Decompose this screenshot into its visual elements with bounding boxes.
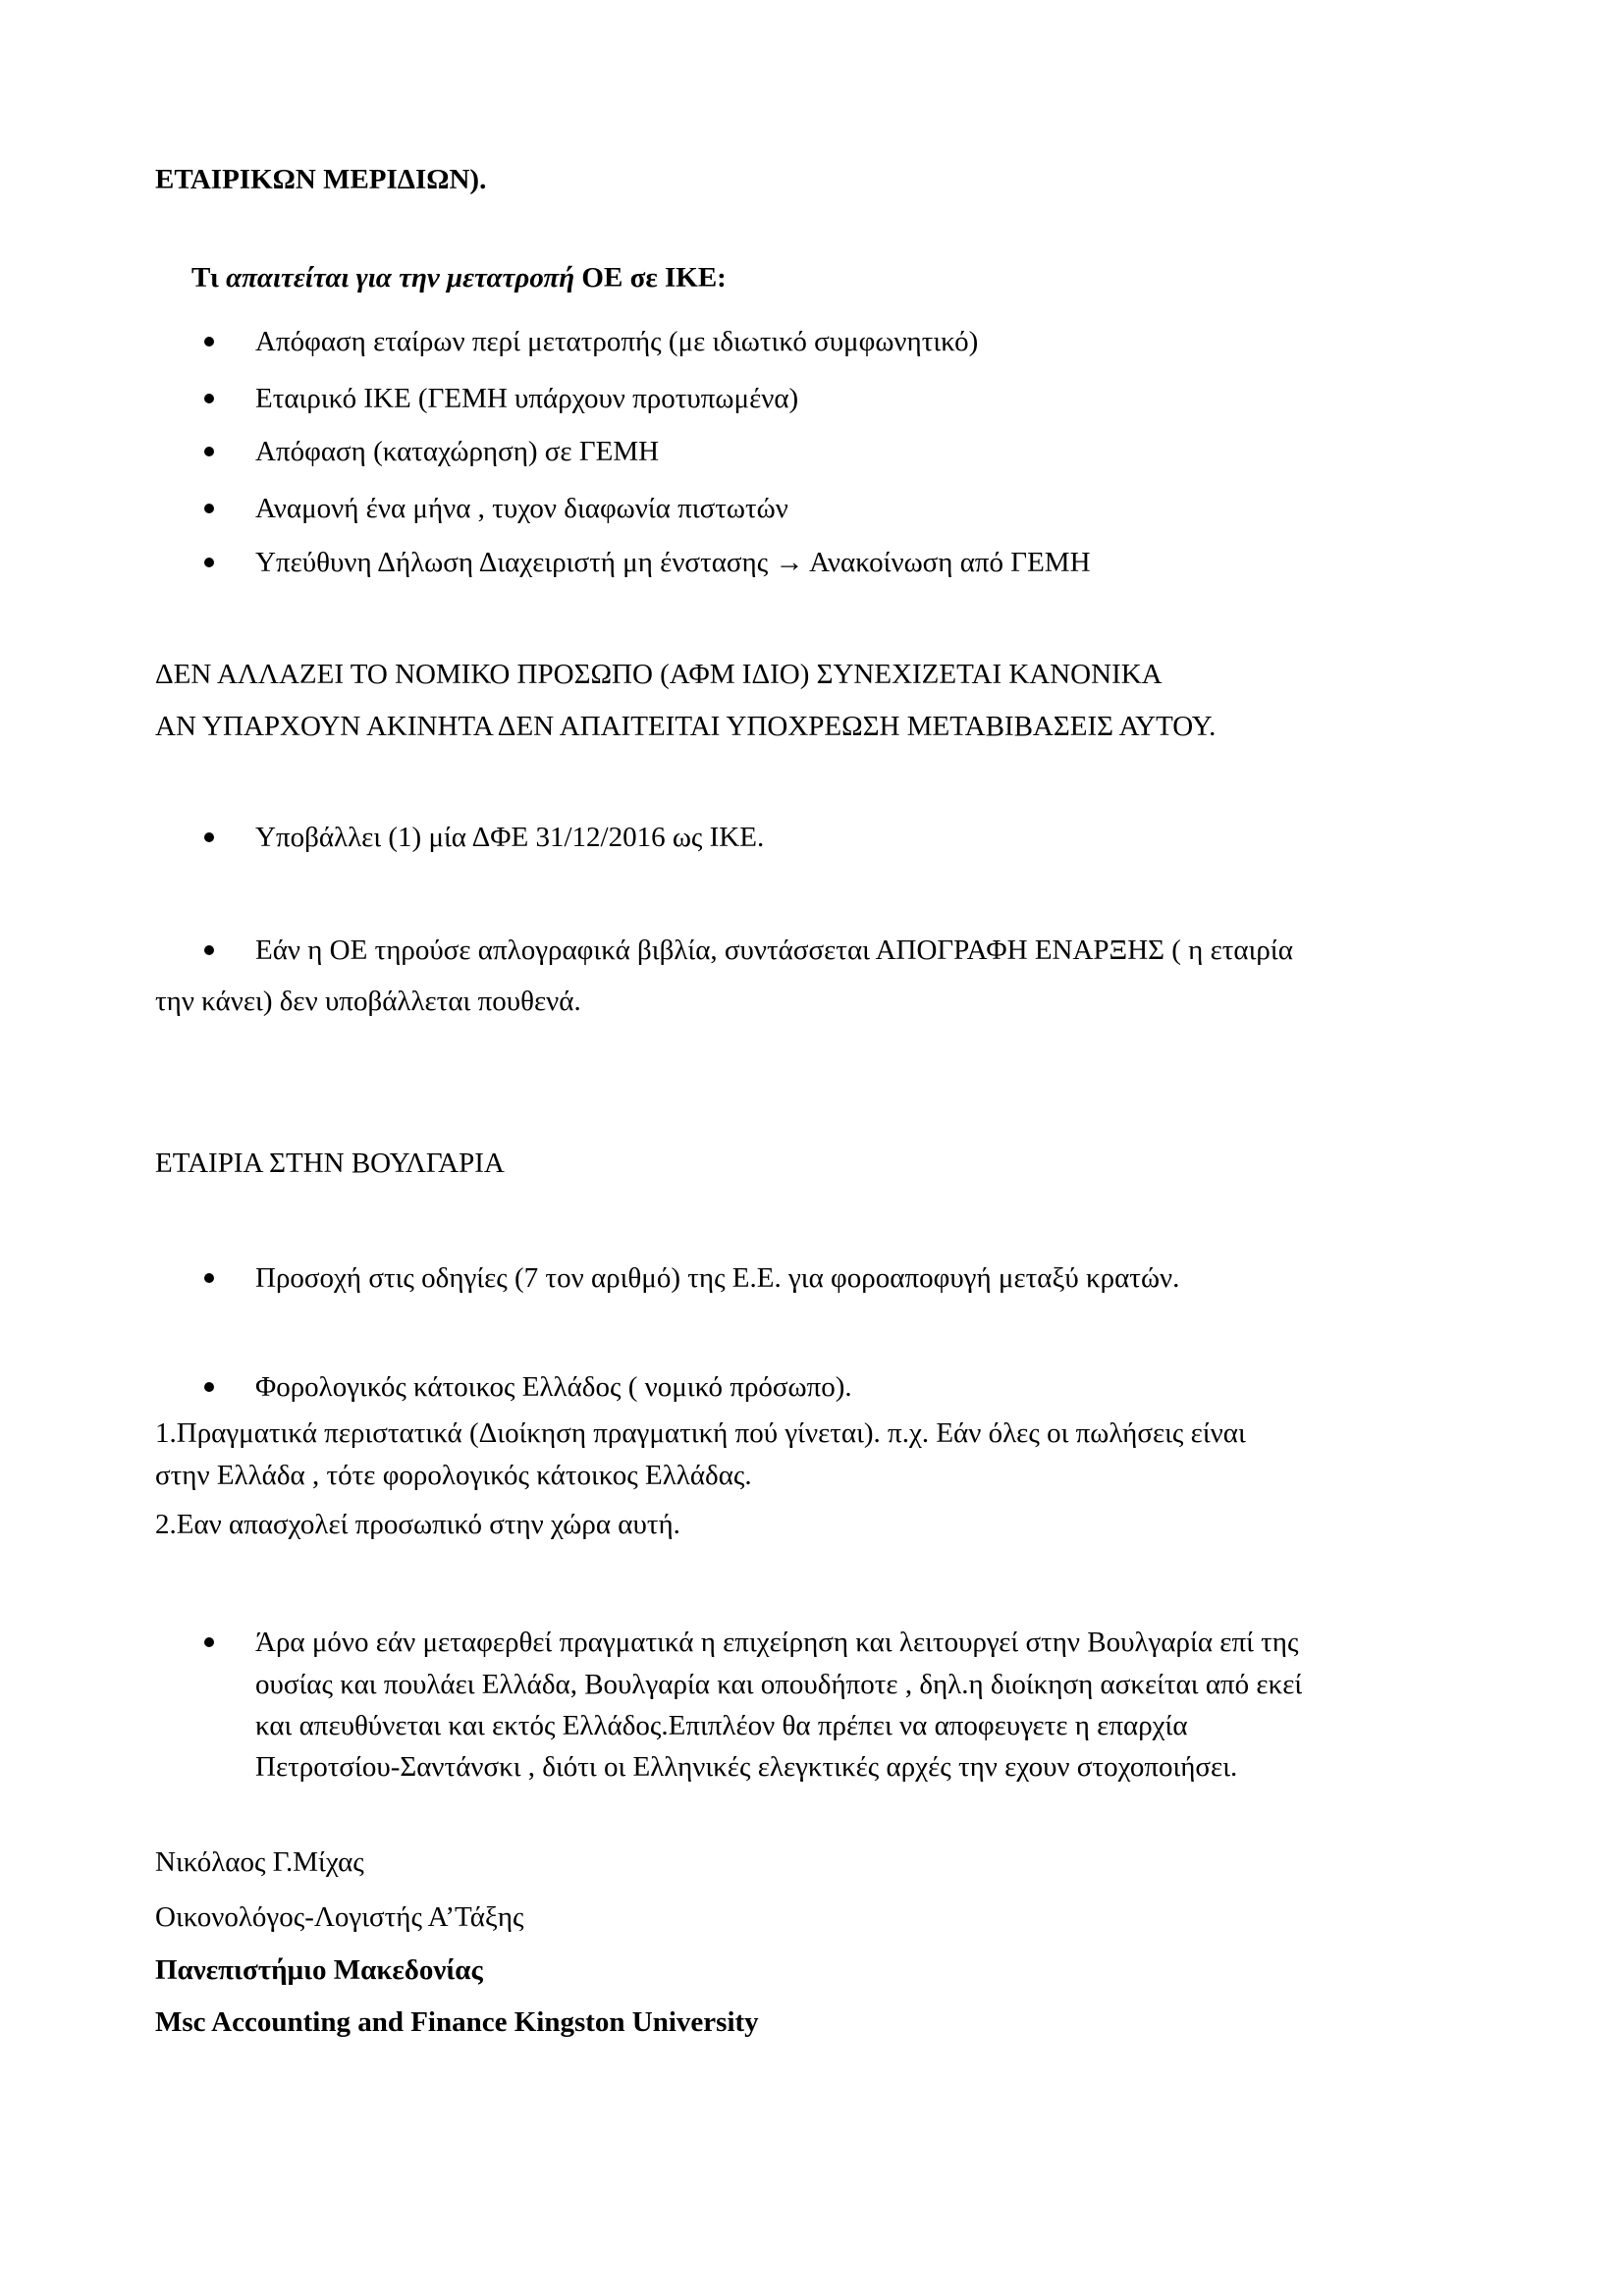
bullet-icon [204,1382,214,1392]
conversion-title-tail: ΟΕ σε ΙΚΕ: [581,262,727,294]
notice-line-1: ΔΕΝ ΑΛΛΑΖΕΙ ΤΟ ΝΟΜΙΚΟ ΠΡΟΣΩΠΟ (ΑΦΜ ΙΔΙΟ) ΣΥΝΕΧΙΖΕΤΑΙ ΚΑΝΟΝΙΚΑ [155,659,1163,690]
bullet-icon [204,1273,214,1283]
list-item-text: Εταιρικό ΙΚΕ (ΓΕΜΗ υπάρχουν προτυπωμένα) [255,383,799,414]
conclusion-line-3: και απευθύνεται και εκτός Ελλάδος.Επιπλέον θα πρέπει να αποφευγετε η επαρχία [255,1710,1188,1741]
signature-university: Πανεπιστήμιο Μακεδονίας [155,1954,483,1986]
bullet-icon [204,945,214,955]
signature-name: Νικόλαος Γ.Μίχας [155,1846,364,1878]
point-2: 2.Εαν απασχολεί προσωπικό στην χώρα αυτή. [155,1509,680,1540]
conclusion-line-1: Άρα μόνο εάν μεταφερθεί πραγματικά η επιχείρηση και λειτουργεί στην Βουλγαρία επί της [255,1627,1299,1658]
bullet-icon [204,337,214,347]
bullet-icon [204,832,214,842]
conclusion-line-4: Πετροτσίου-Σαντάνσκι , διότι οι Ελληνικές ελεγκτικές αρχές την εχουν στοχοποιήσει. [255,1751,1238,1783]
conversion-title-italic: απαιτείται για την μετατροπή [226,262,575,294]
bullet-icon [204,504,214,513]
bulgaria-item-1-text: Προσοχή στις οδηγίες (7 τον αριθμό) της Ε.Ε. για φοροαποφυγή μεταξύ κρατών. [255,1262,1180,1294]
submission-text: Υποβάλλει (1) μία ΔΦΕ 31/12/2016 ως ΙΚΕ. [255,822,765,853]
bullet-icon [204,394,214,403]
signature-title: Οικονολόγος-Λογιστής Α’Τάξης [155,1901,524,1933]
list-item-text: Αναμονή ένα μήνα , τυχον διαφωνία πιστωτών [255,493,788,524]
inventory-text-line-2: την κάνει) δεν υποβάλλεται πουθενά. [155,986,581,1017]
bulgaria-item-2-text: Φορολογικός κάτοικος Ελλάδος ( νομικό πρόσωπο). [255,1371,852,1403]
bullet-icon [204,447,214,456]
bullet-icon [204,558,214,567]
notice-line-2: ΑΝ ΥΠΑΡΧΟΥΝ ΑΚΙΝΗΤΑ ΔΕΝ ΑΠΑΙΤΕΙΤΑΙ ΥΠΟΧΡΕΩΣΗ ΜΕΤΑΒΙΒΑΣΕΙΣ ΑΥΤΟΥ. [155,711,1217,742]
signature-degree: Msc Accounting and Finance Kingston University [155,2006,759,2038]
list-item-text: Υπεύθυνη Δήλωση Διαχειριστή μη ένστασης → Ανακοίνωση από ΓΕΜΗ [255,547,1091,578]
list-item-text: Απόφαση (καταχώρηση) σε ΓΕΜΗ [255,436,660,467]
conclusion-line-2: ουσίας και πουλάει Ελλάδα, Βουλγαρία και οπουδήποτε , δηλ.η διοίκηση ασκείται από εκεί [255,1669,1303,1700]
list-item-text: Απόφαση εταίρων περί μετατροπής (με ιδιωτικό συμφωνητικό) [255,326,979,357]
bullet-icon [204,1637,214,1647]
bulgaria-heading: ΕΤΑΙΡΙΑ ΣΤΗΝ ΒΟΥΛΓΑΡΙΑ [155,1148,505,1179]
point-1-line-1: 1.Πραγματικά περιστατικά (Διοίκηση πραγματική πού γίνεται). π.χ. Εάν όλες οι πωλήσεις είναι [155,1417,1246,1449]
point-1-line-2: στην Ελλάδα , τότε φορολογικός κάτοικος Ελλάδας. [155,1460,752,1491]
inventory-text-line-1: Εάν η ΟΕ τηρούσε απλογραφικά βιβλία, συντάσσεται ΑΠΟΓΡΑΦΗ ΕΝΑΡΞΗΣ ( η εταιρία [255,934,1293,966]
conversion-title [191,261,727,294]
conversion-title-lead: Τι [191,262,219,294]
heading-top: ΕΤΑΙΡΙΚΩΝ ΜΕΡΙΔΙΩΝ). [155,164,487,195]
